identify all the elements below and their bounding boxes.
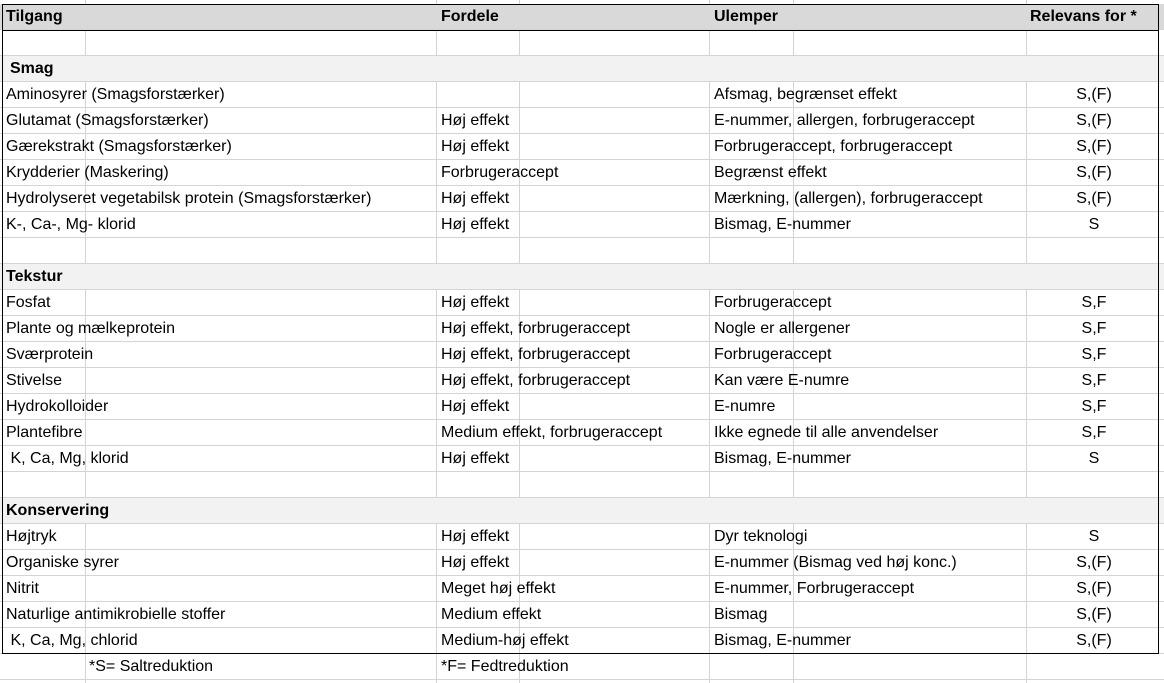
cell-advantages: Høj effekt, forbrugeraccept [441, 320, 631, 337]
table-row [0, 446, 1164, 472]
cell-disadvantages: E-numre [714, 398, 776, 415]
empty-row [0, 238, 1164, 264]
cell-approach: K-, Ca-, Mg- klorid [6, 216, 136, 233]
cell-disadvantages: Bismag, E-nummer [714, 450, 851, 467]
cell-advantages: Forbrugeraccept [441, 164, 559, 181]
cell-relevance: S,F [1081, 294, 1107, 311]
cell-disadvantages: Bismag, E-nummer [714, 216, 851, 233]
header-approach: Tilgang [6, 8, 63, 25]
table-row [0, 212, 1164, 238]
section-row [0, 56, 1164, 82]
cell-relevance: S,(F) [1076, 606, 1112, 623]
cell-disadvantages: Forbrugeraccept, forbrugeraccept [714, 138, 953, 155]
cell-relevance: S,F [1081, 424, 1107, 441]
cell-disadvantages: Kan være E-numre [714, 372, 850, 389]
cell-approach: Aminosyrer (Smagsforstærker) [6, 86, 225, 103]
cell-advantages: Medium-høj effekt [441, 632, 569, 649]
cell-relevance: S,(F) [1076, 632, 1112, 649]
footnote-salt: *S= Saltreduktion [89, 658, 214, 675]
table-row [0, 134, 1164, 160]
section-row [0, 264, 1164, 290]
cell-disadvantages: Bismag [714, 606, 768, 623]
table-row [0, 368, 1164, 394]
header-row [0, 4, 1164, 30]
cell-advantages: Høj effekt [441, 216, 510, 233]
cell-advantages: Medium effekt, forbrugeraccept [441, 424, 663, 441]
cell-relevance: S,F [1081, 346, 1107, 363]
cell-relevance: S,(F) [1076, 138, 1112, 155]
cell-relevance: S,F [1081, 372, 1107, 389]
cell-advantages: Høj effekt [441, 294, 510, 311]
cell-relevance: S,F [1081, 320, 1107, 337]
cell-advantages: Høj effekt [441, 398, 510, 415]
section-title: Konservering [6, 502, 110, 519]
footnote-fat: *F= Fedtreduktion [441, 658, 569, 675]
cell-disadvantages: Afsmag, begrænset effekt [714, 86, 897, 103]
section-row [0, 498, 1164, 524]
cell-approach: Gærekstrakt (Smagsforstærker) [6, 138, 232, 155]
empty-row [0, 30, 1164, 56]
cell-advantages: Høj effekt, forbrugeraccept [441, 346, 631, 363]
cell-relevance: S [1088, 216, 1100, 233]
table-row [0, 420, 1164, 446]
cell-advantages: Høj effekt [441, 450, 510, 467]
cell-relevance: S,(F) [1076, 580, 1112, 597]
cell-approach: Nitrit [6, 580, 39, 597]
table-row [0, 186, 1164, 212]
cell-disadvantages: Ikke egnede til alle anvendelser [714, 424, 939, 441]
cell-approach: Hydrolyseret vegetabilsk protein (Smagsforstærker) [6, 190, 372, 207]
cell-disadvantages: Forbrugeraccept [714, 346, 832, 363]
cell-relevance: S,(F) [1076, 112, 1112, 129]
cell-disadvantages: Mærkning, (allergen), forbrugeraccept [714, 190, 983, 207]
cell-approach: Fosfat [6, 294, 51, 311]
section-title: Tekstur [6, 268, 63, 285]
header-disadvantages: Ulemper [714, 8, 779, 25]
cell-approach: Organiske syrer [6, 554, 119, 571]
cell-approach: K, Ca, Mg, klorid [6, 450, 129, 467]
cell-disadvantages: Forbrugeraccept [714, 294, 832, 311]
table-row [0, 394, 1164, 420]
cell-relevance: S,(F) [1076, 554, 1112, 571]
table-row [0, 316, 1164, 342]
cell-disadvantages: E-nummer, Forbrugeraccept [714, 580, 915, 597]
cell-advantages: Meget høj effekt [441, 580, 556, 597]
cell-advantages: Høj effekt [441, 112, 510, 129]
cell-approach: Plantefibre [6, 424, 83, 441]
footnote-row [0, 654, 1164, 680]
cell-disadvantages: Begrænst effekt [714, 164, 827, 181]
header-relevance: Relevans for * [1030, 8, 1137, 25]
cell-disadvantages: E-nummer (Bismag ved høj konc.) [714, 554, 957, 571]
cell-approach: Glutamat (Smagsforstærker) [6, 112, 209, 129]
table-row [0, 602, 1164, 628]
cell-advantages: Høj effekt [441, 138, 510, 155]
cell-relevance: S,(F) [1076, 86, 1112, 103]
cell-approach: Plante og mælkeprotein [6, 320, 175, 337]
table-row [0, 524, 1164, 550]
cell-relevance: S,(F) [1076, 190, 1112, 207]
cell-approach: Hydrokolloider [6, 398, 109, 415]
cell-approach: K, Ca, Mg, chlorid [6, 632, 138, 649]
cell-advantages: Høj effekt [441, 190, 510, 207]
table-row [0, 342, 1164, 368]
section-title: Smag [10, 60, 54, 77]
cell-advantages: Høj effekt [441, 554, 510, 571]
cell-relevance: S,F [1081, 398, 1107, 415]
cell-disadvantages: Bismag, E-nummer [714, 632, 851, 649]
table-row [0, 550, 1164, 576]
table-row [0, 82, 1164, 108]
cell-approach: Sværprotein [6, 346, 94, 363]
cell-approach: Naturlige antimikrobielle stoffer [6, 606, 226, 623]
cell-approach: Krydderier (Maskering) [6, 164, 169, 181]
table-row [0, 160, 1164, 186]
cell-advantages: Høj effekt [441, 528, 510, 545]
table-row [0, 576, 1164, 602]
cell-advantages: Høj effekt, forbrugeraccept [441, 372, 631, 389]
header-advantages: Fordele [441, 8, 499, 25]
cell-approach: Stivelse [6, 372, 63, 389]
table-row [0, 290, 1164, 316]
cell-advantages: Medium effekt [441, 606, 542, 623]
cell-disadvantages: Dyr teknologi [714, 528, 808, 545]
empty-row [0, 472, 1164, 498]
cell-disadvantages: E-nummer, allergen, forbrugeraccept [714, 112, 975, 129]
table-row [0, 108, 1164, 134]
table-row [0, 628, 1164, 654]
cell-relevance: S,(F) [1076, 164, 1112, 181]
cell-disadvantages: Nogle er allergener [714, 320, 851, 337]
header-divider [2, 30, 1159, 31]
cell-relevance: S [1088, 450, 1100, 467]
cell-relevance: S [1088, 528, 1100, 545]
cell-approach: Højtryk [6, 528, 57, 545]
